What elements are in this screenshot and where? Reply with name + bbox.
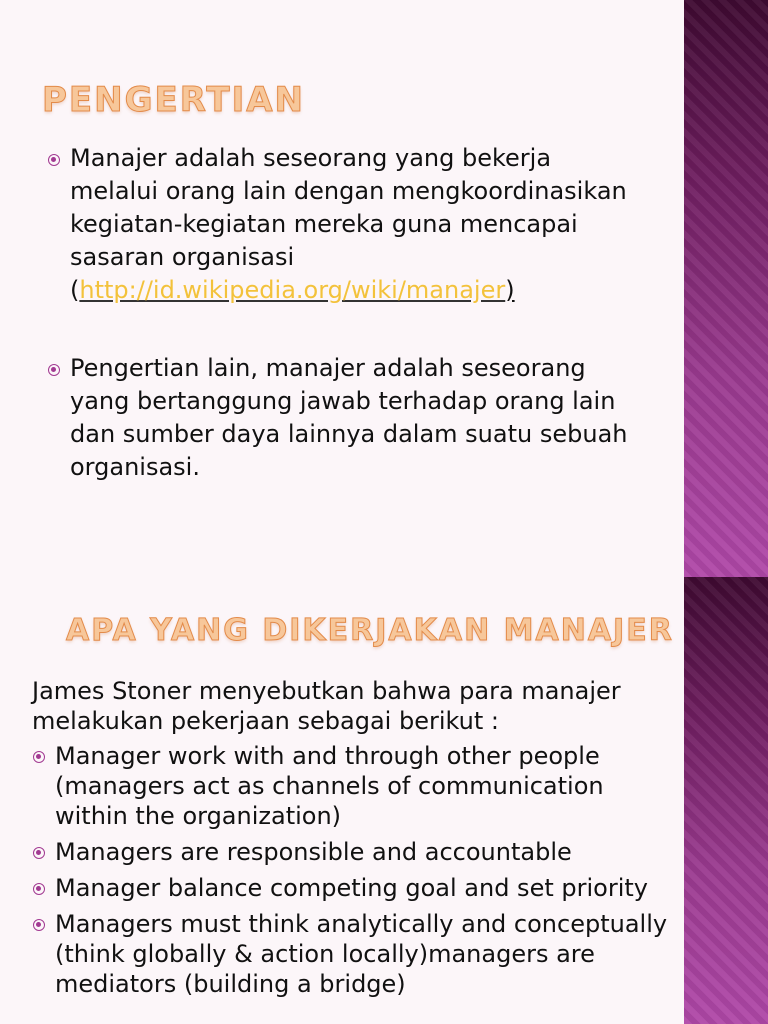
list-item-text: Manager balance competing goal and set priority bbox=[55, 874, 648, 902]
list-item bbox=[32, 741, 677, 831]
list-item bbox=[32, 873, 677, 903]
manager-tasks-list bbox=[32, 741, 677, 1005]
close-paren: ) bbox=[505, 276, 515, 304]
list-item bbox=[32, 837, 677, 867]
list-item bbox=[46, 352, 646, 484]
intro-text: James Stoner menyebutkan bahwa para manajer melakukan pekerjaan sebagai berikut : bbox=[32, 677, 621, 735]
bullet-icon bbox=[33, 919, 45, 931]
list-item bbox=[46, 142, 646, 307]
bullet-icon bbox=[48, 154, 60, 166]
list-item bbox=[32, 909, 677, 999]
slide-1-title: PENGERTIAN bbox=[42, 80, 305, 120]
bullet-icon bbox=[48, 364, 60, 376]
definition-text: Manajer adalah seseorang yang bekerja melalui orang lain dengan mengkoordinasikan kegiatan-kegiatan mereka guna mencapai sasaran organisasi bbox=[70, 144, 627, 271]
slide-2-title: APA YANG DIKERJAKAN MANAJER bbox=[66, 613, 674, 648]
bullet-icon bbox=[33, 847, 45, 859]
open-paren: ( bbox=[70, 276, 80, 304]
list-item-text: Managers are responsible and accountable bbox=[55, 838, 572, 866]
list-item-text: Managers must think analytically and conceptually (think globally & action locally)managers are mediators (building a bridge) bbox=[55, 910, 668, 998]
bullet-icon bbox=[33, 883, 45, 895]
list-item-text: Manager work with and through other people (managers act as channels of communication within the organization) bbox=[55, 742, 604, 830]
decorative-band bbox=[684, 577, 768, 1024]
wikipedia-link[interactable]: http://id.wikipedia.org/wiki/manajer bbox=[79, 276, 506, 304]
decorative-band bbox=[684, 0, 768, 577]
bullet-icon bbox=[33, 751, 45, 763]
definition-text: Pengertian lain, manajer adalah seseorang yang bertanggung jawab terhadap orang lain dan sumber daya lainnya dalam suatu sebuah organisasi. bbox=[70, 354, 628, 481]
definition-list bbox=[46, 142, 646, 529]
